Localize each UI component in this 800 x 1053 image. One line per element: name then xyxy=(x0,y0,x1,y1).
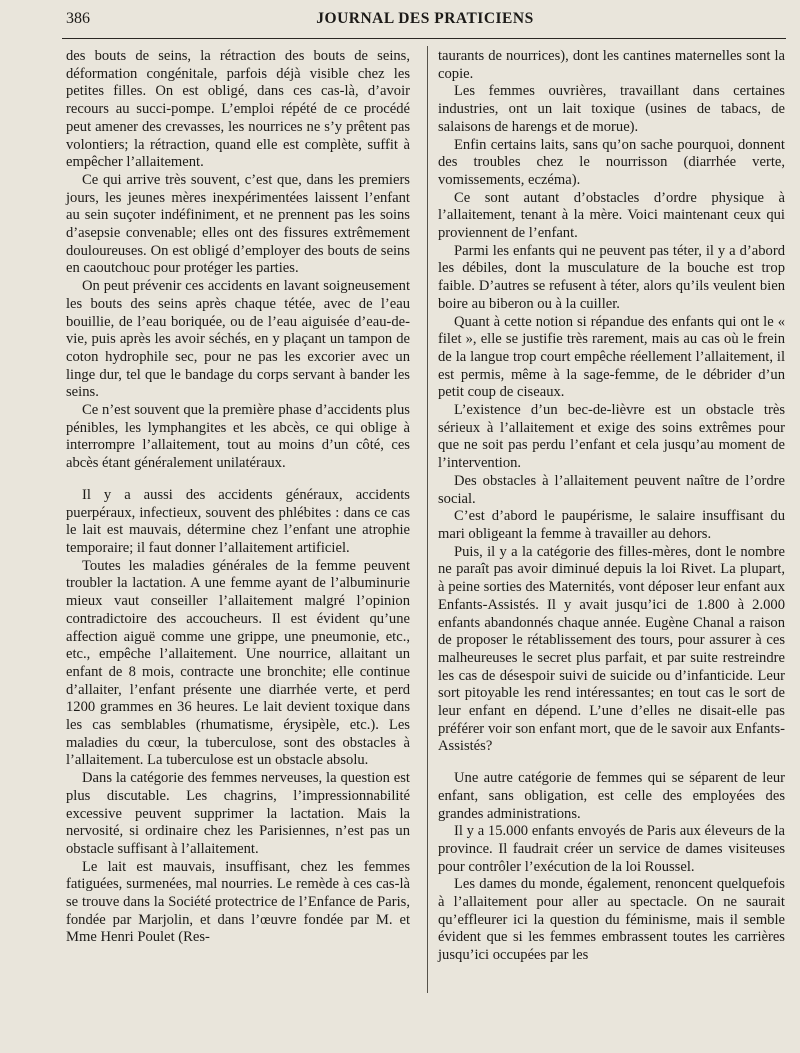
paragraph: des bouts de seins, la rétraction des bouts de seins, déformation congénitale, parfois déjà visible chez les petites filles. On est obligé, dans ces cas-là, d’avoir recours au succi-pompe. L’emploi répété de ce procédé peut amener des crevasses, les nourrices ne s’y prêtent pas volontiers; la rétraction, quand elle est complète, suffit à empêcher l’allaitement. xyxy=(66,48,410,171)
paragraph: Les femmes ouvrières, travaillant dans certaines industries, ont un lait toxique (usines de tabacs, de salaisons de harengs et de morue). xyxy=(438,83,785,135)
paragraph: Les dames du monde, également, renoncent quelquefois à l’allaitement pour aller au spectacle. On ne saurait qu’effleurer ici la question du féminisme, mais il semble évident que si les femmes embrassent toutes les carrières jusqu’ici occupées par les xyxy=(438,876,785,964)
paragraph: Quant à cette notion si répandue des enfants qui ont le « filet », elle se justifie très rarement, mais au cas où le frein de la langue trop court empêche réellement l’allaitement, il est permis, même à la sage-femme, de le débrider d’un petit coup de ciseaux. xyxy=(438,313,785,401)
paragraph: Dans la catégorie des femmes nerveuses, la question est plus discutable. Les chagrins, l’impressionnabilité excessive peuvent supprimer la lactation. Mais la nervosité, si ordinaire chez les Parisiennes, n’est pas un obstacle suffisant à l’allaitement. xyxy=(66,770,410,857)
paragraph: taurants de nourrices), dont les cantines maternelles sont la copie. xyxy=(438,48,785,82)
paragraph: Parmi les enfants qui ne peuvent pas téter, il y a d’abord les débiles, dont la musculature de la bouche est trop faible. D’autres se refusent à téter, alors qu’ils veulent bien boire au biberon ou à la cuiller. xyxy=(438,242,785,312)
paragraph: Puis, il y a la catégorie des filles-mères, dont le nombre ne paraît pas avoir diminué depuis la loi Rivet. La plupart, à peine sorties des Maternités, vont déposer leur enfant aux Enfants-Assistés. Il y avait jusqu’ici de 1.800 à 2.000 enfants abandonnés chaque année. Eugène Chanal a raison de proposer le rétablissement des tours, pour assurer à ces malheureuses le secret plus parfait, et par suite restreindre les cas de désespoir suivi de suicide ou d’infanticide. Leur sort pitoyable les rend intéressantes; en tout cas le sort de leur enfant en dépend. L’une d’elles ne disait-elle pas préférer voir son enfant mort, que de le savoir aux Enfants-Assistés? xyxy=(438,543,785,755)
header-rule xyxy=(62,38,786,39)
paragraph: Toutes les maladies générales de la femme peuvent troubler la lactation. A une femme ayant de l’albuminurie mieux vaut conseiller l’allaitement malgré l’opinion contradictoire des accoucheurs. Il est évident qu’une affection aiguë comme une grippe, une pneumonie, etc., etc., empêche l’allaitement. Une nourrice, allaitant un enfant de 8 mois, contracte une bronchite; elle continue d’allaiter, l’enfant présente une diarrhée verte, et perd 1200 grammes en 36 heures. Le lait devient toxique dans les cas semblables (rhumatisme, érysipèle, etc.). Les maladies du cœur, la tuberculose, sont des obstacles à l’allaitement. La tuberculose est un obstacle absolu. xyxy=(66,557,410,769)
paragraph: L’existence d’un bec-de-lièvre est un obstacle très sérieux à l’allaitement et exige des soins extrêmes pour que ne soit pas perdu l’enfant et cela jusqu’au moment de l’intervention. xyxy=(438,402,785,472)
paragraph: Il y a aussi des accidents généraux, accidents puerpéraux, infectieux, souvent des phlébites : dans ce cas le lait est mauvais, détermine chez l’enfant une atrophie temporaire; il faut donner l’allaitement artificiel. xyxy=(66,486,410,556)
paragraph: Ce n’est souvent que la première phase d’accidents plus pénibles, les lymphangites et les abcès, ce qui oblige à interrompre l’allaitement, tout au moins d’un côté, ces abcès étant généralement unilatéraux. xyxy=(66,402,410,472)
page-number: 386 xyxy=(66,10,90,27)
paragraph: C’est d’abord le paupérisme, le salaire insuffisant du mari obligeant la femme à travailler au dehors. xyxy=(438,508,785,542)
running-title: JOURNAL DES PRATICIENS xyxy=(316,10,534,27)
right-column xyxy=(438,48,785,965)
paragraph: Ce sont autant d’obstacles d’ordre physique à l’allaitement, tenant à la mère. Voici maintenant ceux qui proviennent de l’enfant. xyxy=(438,189,785,242)
paragraph: Il y a 15.000 enfants envoyés de Paris aux éleveurs de la province. Il faudrait créer un service de dames visiteuses pour contrôler l’exécution de la loi Roussel. xyxy=(438,823,785,875)
paragraph: Enfin certains laits, sans qu’on sache pourquoi, donnent des troubles chez le nourrisson (diarrhée verte, vomissements, eczéma). xyxy=(438,136,785,188)
left-column xyxy=(66,48,410,947)
paragraph: On peut prévenir ces accidents en lavant soigneusement les bouts des seins après chaque tétée, avec de l’eau bouillie, de l’eau boriquée, ou de l’eau aiguisée d’eau-de-vie, puis après les avoir séchés, en y plaçant un tampon de coton hydrophile sec, pour ne pas les excorier avec un linge dur, tel que le bandage du corps servant à bander les seins. xyxy=(66,278,410,401)
column-divider xyxy=(427,46,428,993)
paragraph: Des obstacles à l’allaitement peuvent naître de l’ordre social. xyxy=(438,472,785,507)
paragraph: Ce qui arrive très souvent, c’est que, dans les premiers jours, les jeunes mères inexpérimentées laissent l’enfant au sein suçoter indéfiniment, et ne prennent pas les soins d’asepsie convenable; elles ont des fissures extrêmement douloureuses. On est obligé d’employer des bouts de seins en caoutchouc pour protéger les parties. xyxy=(66,171,410,277)
paragraph: Une autre catégorie de femmes qui se séparent de leur enfant, sans obligation, est celle des employées des grandes administrations. xyxy=(438,770,785,822)
paragraph: Le lait est mauvais, insuffisant, chez les femmes fatiguées, surmenées, mal nourries. Le remède à ces cas-là se trouve dans la Société protectrice de l’Enfance de Paris, fondée par Marjolin, et dans l’œuvre fondée par M. et Mme Henri Poulet (Res- xyxy=(66,858,410,946)
page-header xyxy=(66,10,784,32)
